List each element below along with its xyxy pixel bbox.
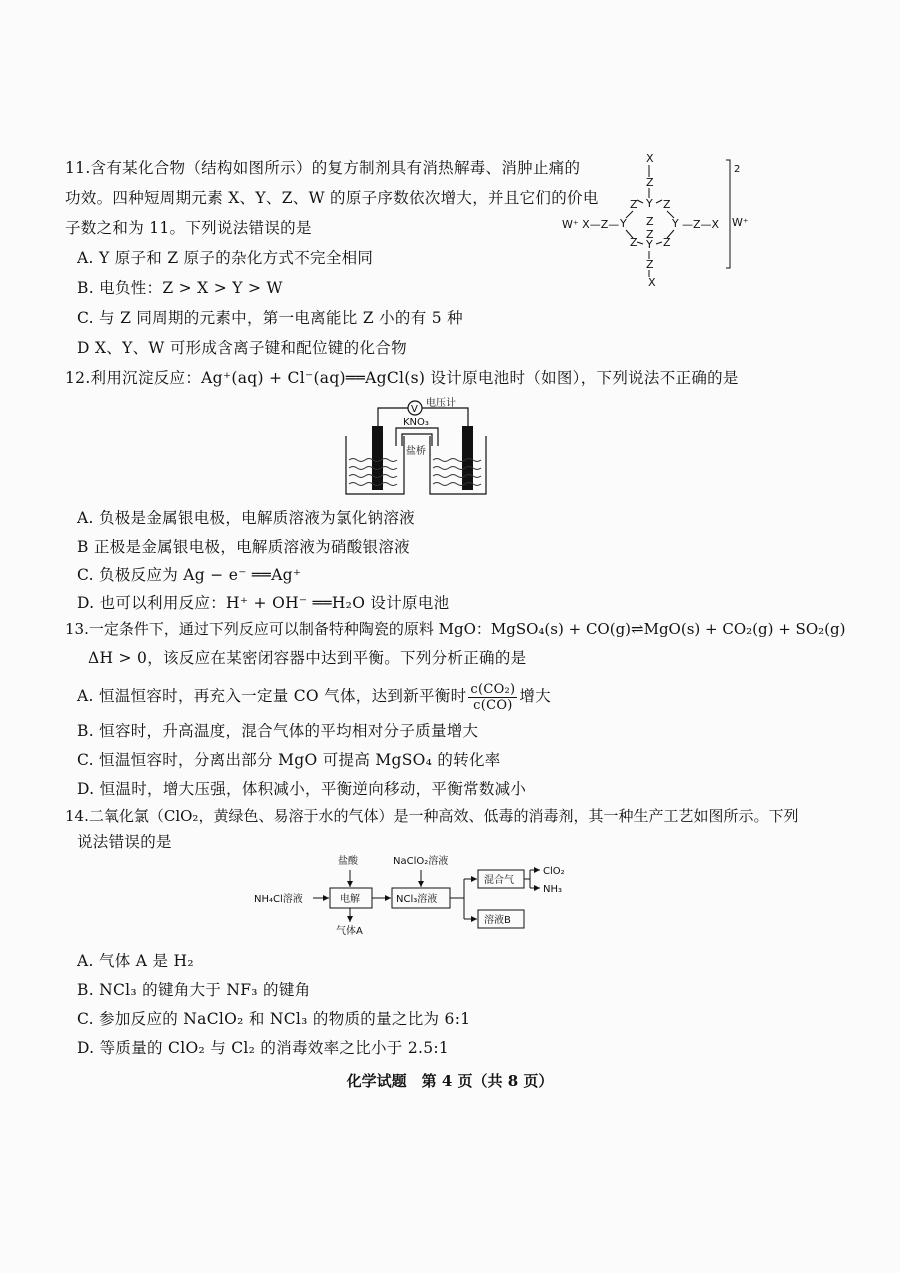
atom-y-right: Y [672,217,679,230]
ratio-numerator: c(CO₂) [470,681,516,697]
right-electrode [462,426,473,490]
q12-option-d: D. 也可以利用反应：H⁺ + OH⁻ ══H₂O 设计原电池 [77,594,450,612]
q14-option-d: D. 等质量的 ClO₂ 与 Cl₂ 的消毒效率之比小于 2.5:1 [77,1039,450,1057]
ion-charge: 2 [734,164,741,175]
voltmeter-symbol: V [411,404,418,415]
q12-option-b: B 正极是金属银电极，电解质溶液为硝酸银溶液 [77,538,410,556]
concentration-ratio [468,682,517,713]
q14-option-a: A. 气体 A 是 H₂ [77,952,194,970]
q11-stem-line-2: 功效。四种短周期元素 X、Y、Z、W 的原子序数依次增大，并且它们的价电 [65,189,599,207]
gas-a-label: 气体A [336,926,363,937]
ratio-denominator: c(CO) [473,697,513,713]
left-chain: W⁺ X—Z— [562,218,620,231]
atom-z-tr: Z [663,198,671,211]
atom-z-mid2: Z [646,228,654,241]
q14-stem-line-2: 说法错误的是 [77,833,172,851]
right-chain: —Z—X [682,218,720,231]
q13-option-b: B. 恒容时，升高温度，混合气体的平均相对分子质量增大 [77,722,479,740]
q11-structure-diagram [560,150,770,290]
q14-stem-line-1: 14.二氧化氯（ClO₂，黄绿色、易溶于水的气体）是一种高效、低毒的消毒剂，其一种生产工艺如图所示。下列 [65,807,799,825]
atom-x-bottom: X [648,276,656,289]
q12-option-c: C. 负极反应为 Ag − e⁻ ══Ag⁺ [77,566,302,584]
q11-option-d: D X、Y、W 可形成含离子键和配位键的化合物 [77,339,407,357]
atom-z-bottom: Z [646,258,654,271]
q13-option-a [77,678,551,714]
q12-stem: 12.利用沉淀反应：Ag⁺(aq) + Cl⁻(aq)══AgCl(s) 设计原电池时（如图），下列说法不正确的是 [65,369,739,387]
page-footer: 化学试题 第 4 页（共 8 页） [346,1072,554,1090]
q11-stem-line-1: 11.含有某化合物（结构如图所示）的复方制剂具有消热解毒、消肿止痛的 [65,159,581,177]
voltmeter-label: 电压计 [426,398,456,409]
electrolysis-label: 电解 [340,894,360,905]
ncl3-solution-label: NCl₃溶液 [396,894,438,905]
atom-z-bl: Z [630,236,638,249]
atom-z-top1: Z [646,176,654,189]
q11-option-a: A. Y 原子和 Z 原子的杂化方式不完全相同 [77,249,374,267]
mixed-gas-label: 混合气 [484,875,514,886]
nh4cl-input-label: NH₄Cl溶液 [254,894,303,905]
q13-option-c: C. 恒温恒容时，分离出部分 MgO 可提高 MgSO₄ 的转化率 [77,751,501,769]
q12-option-a: A. 负极是金属银电极，电解质溶液为氯化钠溶液 [77,509,415,527]
atom-y-top: Y [646,197,653,210]
atom-z-tl: Z [630,198,638,211]
clo2-output-label: ClO₂ [543,866,565,877]
q12-galvanic-cell-diagram [340,396,490,501]
w-cation-right: W⁺ [732,216,749,229]
hydrochloric-acid-label: 盐酸 [338,856,358,867]
q14-process-flow-diagram [250,850,590,940]
salt-bridge-label: 盐桥 [406,446,426,457]
nh3-output-label: NH₃ [543,884,563,895]
kno3-label: KNO₃ [403,417,429,428]
atom-z-br: Z [663,236,671,249]
solution-b-label: 溶液B [484,915,511,926]
q11-option-b: B. 电负性：Z > X > Y > W [77,279,283,297]
q14-option-c: C. 参加反应的 NaClO₂ 和 NCl₃ 的物质的量之比为 6:1 [77,1010,471,1028]
atom-y-bottom: Y [646,238,653,251]
q13-option-a-prefix: A. 恒温恒容时，再充入一定量 CO 气体，达到新平衡时 [77,687,467,705]
naclo2-input-label: NaClO₂溶液 [393,856,449,867]
q11-stem-line-3: 子数之和为 11。下列说法错误的是 [65,219,312,237]
q13-option-d: D. 恒温时，增大压强，体积减小，平衡逆向移动，平衡常数减小 [77,780,527,798]
q14-option-b: B. NCl₃ 的键角大于 NF₃ 的键角 [77,981,311,999]
atom-x-top: X [646,152,654,165]
atom-z-mid1: Z [646,215,654,228]
left-electrode [372,426,383,490]
q13-stem-line-1: 13.一定条件下，通过下列反应可以制备特种陶瓷的原料 MgO：MgSO₄(s) + CO(g)⇌MgO(s) + CO₂(g) + SO₂(g) [65,620,846,638]
atom-y-left: Y [620,217,627,230]
q13-option-a-suffix: 增大 [519,687,552,705]
q13-stem-line-2: ΔH > 0，该反应在某密闭容器中达到平衡。下列分析正确的是 [88,649,527,667]
q11-option-c: C. 与 Z 同周期的元素中，第一电离能比 Z 小的有 5 种 [77,309,463,327]
